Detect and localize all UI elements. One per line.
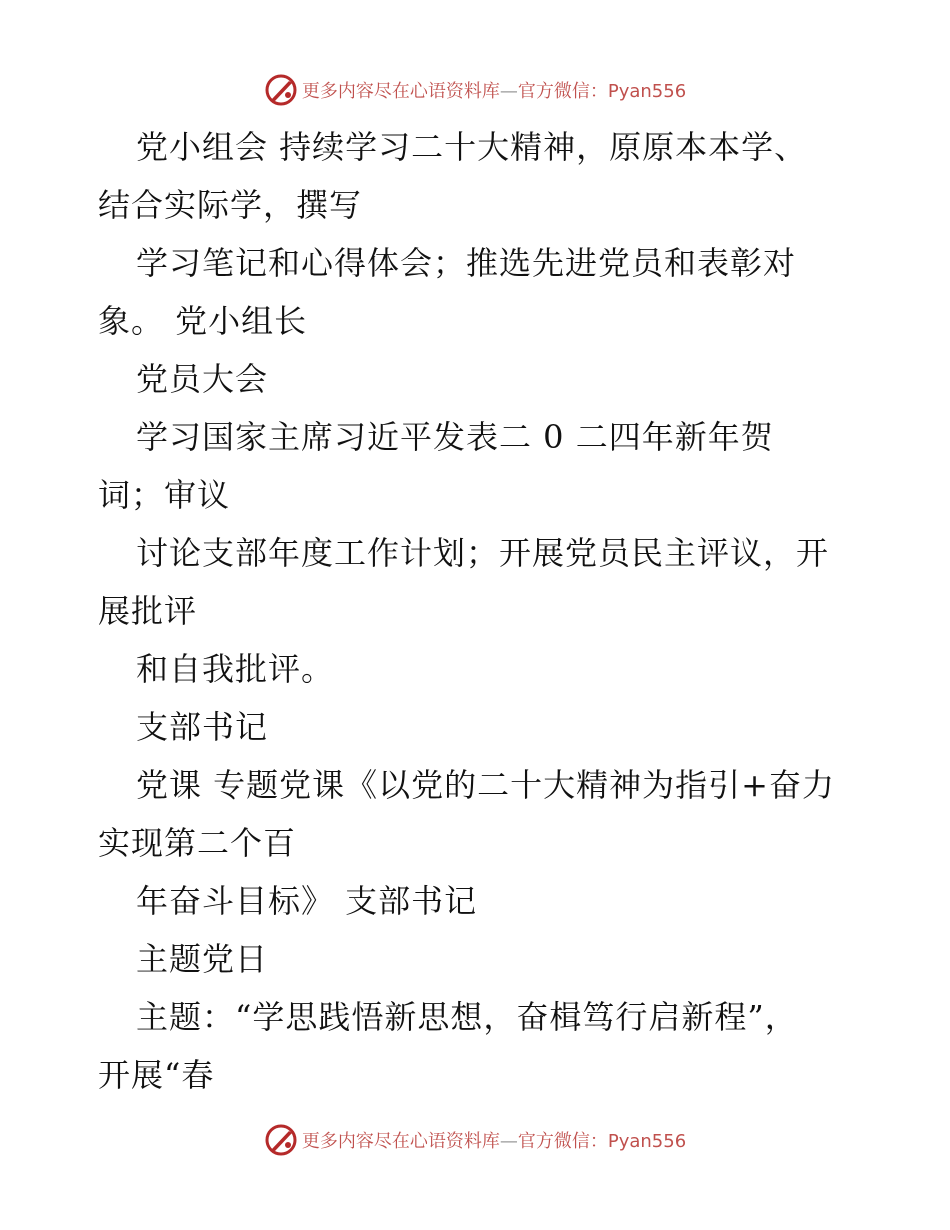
footer-banner-text xyxy=(302,1127,686,1153)
text-line-11: 支部书记 xyxy=(136,708,269,746)
text-line-9: 展批评 xyxy=(98,592,198,630)
footer-banner-main: 更多内容尽在心语资料库 xyxy=(301,1131,500,1152)
text-line-13: 实现第二个百 xyxy=(98,824,297,862)
text-line-5: 党员大会 xyxy=(136,360,269,398)
text-line-4: 象。 党小组长 xyxy=(98,302,308,340)
text-line-6: 学习国家主席习近平发表二 0 二四年新年贺 xyxy=(136,418,774,456)
text-line-10: 和自我批评。 xyxy=(136,650,335,688)
quill-logo-icon xyxy=(264,73,298,107)
text-line-15: 主题党日 xyxy=(136,940,269,978)
header-banner-text xyxy=(302,77,686,103)
header-banner-main: 更多内容尽在心语资料库 xyxy=(301,81,500,102)
text-line-16: 主题：“学思践悟新思想，奋楫笃行启新程”， xyxy=(136,998,798,1036)
footer-banner-sep: — xyxy=(499,1131,518,1152)
header-banner-sep: — xyxy=(499,81,518,102)
header-banner-rest: 官方微信：Pyan556 xyxy=(517,81,687,102)
text-line-8: 讨论支部年度工作计划；开展党员民主评议，开 xyxy=(136,534,830,572)
footer-banner xyxy=(0,1120,950,1160)
text-line-17: 开展“春 xyxy=(98,1056,215,1094)
text-line-1: 党小组会 持续学习二十大精神，原原本本学、 xyxy=(136,128,808,166)
text-line-12: 党课 专题党课《以党的二十大精神为指引+奋力 xyxy=(136,766,835,804)
text-line-14: 年奋斗目标》 支部书记 xyxy=(136,882,478,920)
text-line-2: 结合实际学，撰写 xyxy=(98,186,363,224)
quill-logo-icon xyxy=(264,1123,298,1157)
text-line-3: 学习笔记和心得体会；推选先进党员和表彰对 xyxy=(136,244,797,282)
footer-banner-rest: 官方微信：Pyan556 xyxy=(517,1131,687,1152)
text-line-7: 词；审议 xyxy=(98,476,231,514)
header-banner xyxy=(0,70,950,110)
